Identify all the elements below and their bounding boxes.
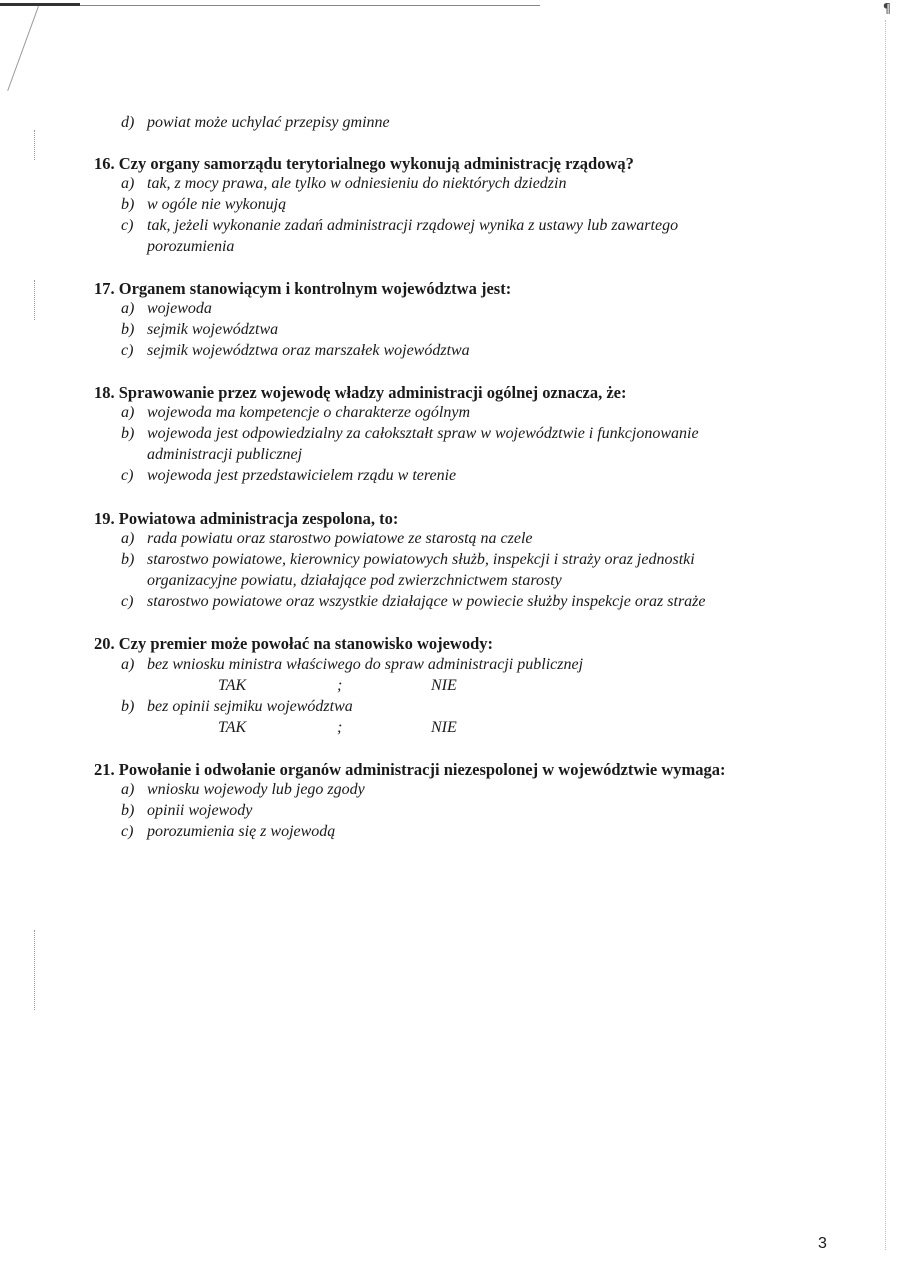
answer-option — [121, 216, 678, 236]
answer-letter: d) — [121, 114, 135, 131]
scan-fold-line — [7, 6, 39, 91]
answer-letter: a) — [121, 300, 135, 317]
question-heading: 20. Czy premier może powołać na stanowisko wojewody: — [94, 634, 494, 653]
answer-option — [121, 341, 470, 361]
answer-option — [121, 466, 456, 486]
answer-letter: b) — [121, 321, 135, 338]
answer-letter: a) — [121, 781, 135, 798]
answer-text: tak, jeżeli wykonanie zadań administracji rządowej wynika z ustawy lub zawartego — [147, 217, 679, 234]
answer-text-continuation: organizacyjne powiatu, działające pod zwierzchnictwem starosty — [147, 572, 562, 589]
answer-text: starostwo powiatowe, kierownicy powiatowych służb, inspekcji i straży oraz jednostki — [147, 551, 695, 568]
scan-edge-mark — [0, 3, 80, 6]
answer-option — [121, 113, 390, 133]
tak-nie-separator: ; — [337, 719, 343, 736]
question-heading: 17. Organem stanowiącym i kontrolnym województwa jest: — [94, 279, 512, 298]
margin-dots — [34, 130, 36, 160]
answer-text-continuation: administracji publicznej — [147, 446, 303, 463]
answer-text: sejmik województwa oraz marszałek województwa — [147, 342, 470, 359]
answer-option — [121, 801, 252, 821]
answer-option — [121, 320, 278, 340]
answer-option — [121, 655, 583, 675]
answer-text: tak, z mocy prawa, ale tylko w odniesieniu do niektórych dziedzin — [147, 175, 567, 192]
scan-right-edge — [885, 20, 887, 1250]
answer-text: wniosku wojewody lub jego zgody — [147, 781, 365, 798]
tak-option: TAK — [218, 719, 247, 736]
page-number: 3 — [818, 1235, 827, 1252]
answer-text: wojewoda jest przedstawicielem rządu w terenie — [147, 467, 457, 484]
answer-letter: b) — [121, 196, 135, 213]
answer-option — [121, 424, 699, 444]
nie-option: NIE — [431, 719, 457, 736]
scan-edge-line — [80, 5, 540, 6]
answer-letter: b) — [121, 698, 135, 715]
answer-text: porozumienia się z wojewodą — [147, 823, 336, 840]
answer-letter: c) — [121, 593, 134, 610]
answer-option — [121, 195, 286, 215]
answer-letter: a) — [121, 656, 135, 673]
answer-text: sejmik województwa — [147, 321, 279, 338]
answer-option — [121, 174, 566, 194]
answer-option — [121, 780, 365, 800]
answer-letter: c) — [121, 217, 134, 234]
answer-text: bez opinii sejmiku województwa — [147, 698, 353, 715]
question-heading: 16. Czy organy samorządu terytorialnego wykonują administrację rządową? — [94, 154, 634, 173]
answer-text: powiat może uchylać przepisy gminne — [147, 114, 390, 131]
answer-text: w ogóle nie wykonują — [147, 196, 287, 213]
tak-option: TAK — [218, 677, 247, 694]
corner-mark: ¶ — [882, 2, 891, 17]
tak-nie-separator: ; — [337, 677, 343, 694]
answer-letter: b) — [121, 802, 135, 819]
nie-option: NIE — [431, 677, 457, 694]
answer-text: rada powiatu oraz starostwo powiatowe ze starostą na czele — [147, 530, 533, 547]
answer-option — [121, 550, 695, 570]
answer-letter: c) — [121, 467, 134, 484]
question-heading: 19. Powiatowa administracja zespolona, to: — [94, 509, 399, 528]
answer-letter: c) — [121, 342, 134, 359]
question-heading: 18. Sprawowanie przez wojewodę władzy administracji ogólnej oznacza, że: — [94, 383, 627, 402]
answer-option — [121, 299, 212, 319]
margin-dots — [34, 930, 36, 1010]
answer-option — [121, 697, 353, 717]
answer-text: opinii wojewody — [147, 802, 253, 819]
answer-letter: b) — [121, 425, 135, 442]
answer-letter: b) — [121, 551, 135, 568]
question-heading: 21. Powołanie i odwołanie organów administracji niezespolonej w województwie wymaga: — [94, 760, 726, 779]
margin-dots — [34, 280, 36, 320]
answer-letter: a) — [121, 530, 135, 547]
answer-option — [121, 403, 470, 423]
answer-text: starostwo powiatowe oraz wszystkie działające w powiecie służby inspekcje oraz straże — [147, 593, 706, 610]
answer-text: wojewoda — [147, 300, 212, 317]
answer-letter: c) — [121, 823, 134, 840]
answer-option — [121, 592, 706, 612]
answer-option — [121, 529, 533, 549]
answer-text: bez wniosku ministra właściwego do spraw administracji publicznej — [147, 656, 584, 673]
answer-option — [121, 822, 335, 842]
answer-letter: a) — [121, 175, 135, 192]
answer-text-continuation: porozumienia — [147, 238, 235, 255]
answer-text: wojewoda ma kompetencje o charakterze ogólnym — [147, 404, 471, 421]
answer-letter: a) — [121, 404, 135, 421]
answer-text: wojewoda jest odpowiedzialny za całokształt spraw w województwie i funkcjonowanie — [147, 425, 699, 442]
